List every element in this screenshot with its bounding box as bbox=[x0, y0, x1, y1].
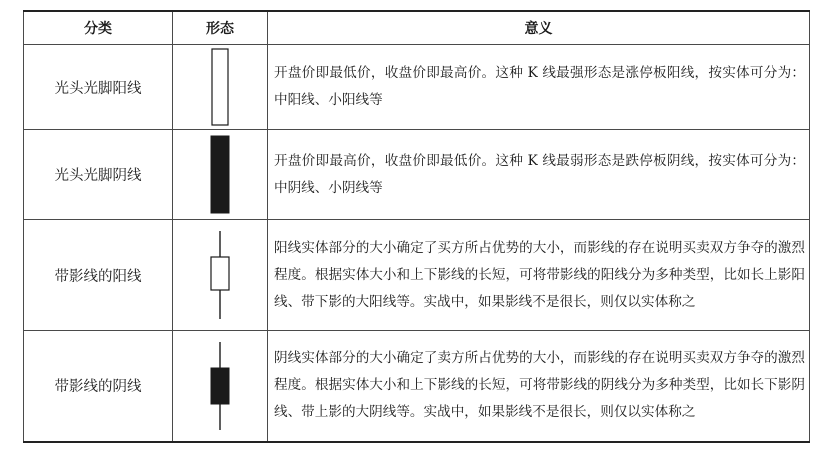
row-meaning-text: 阳线实体部分的大小确定了买方所占优势的大小，而影线的存在说明买卖双方争夺的激烈程度。根据实体大小和上下影线的长短，可将带影线的阳线分为多种类型，比如长上影阳线、带下影的大阳线等。实战中，如果影线不是很长，则仅以实体称之 bbox=[268, 220, 810, 331]
table-row bbox=[24, 130, 810, 220]
candle-filled-with-shadows-icon bbox=[205, 336, 235, 436]
shape-cell bbox=[173, 130, 268, 220]
kline-type-table bbox=[23, 10, 810, 443]
row-category-label: 光头光脚阳线 bbox=[24, 45, 173, 130]
table-row bbox=[24, 220, 810, 331]
shape-cell bbox=[173, 45, 268, 130]
header-shape: 形态 bbox=[173, 11, 268, 45]
candle-filled-no-shadow-icon bbox=[205, 130, 235, 219]
row-category-label: 带影线的阳线 bbox=[24, 220, 173, 331]
header-meaning: 意义 bbox=[268, 11, 810, 45]
row-meaning-text: 开盘价即最低价，收盘价即最高价。这种 K 线最强形态是涨停板阳线，按实体可分为：中阳线、小阳线等 bbox=[268, 45, 810, 130]
header-category: 分类 bbox=[24, 11, 173, 45]
row-meaning-text: 阴线实体部分的大小确定了卖方所占优势的大小，而影线的存在说明买卖双方争夺的激烈程度。根据实体大小和上下影线的长短，可将带影线的阴线分为多种类型，比如长下影阴线、带上影的大阴线等。实战中，如果影线不是很长，则仅以实体称之 bbox=[268, 331, 810, 442]
shape-cell bbox=[173, 331, 268, 442]
candle-hollow-no-shadow-icon bbox=[205, 45, 235, 129]
table-row bbox=[24, 45, 810, 130]
candle-hollow-with-shadows-icon bbox=[205, 225, 235, 325]
row-category-label: 带影线的阴线 bbox=[24, 331, 173, 442]
table-header-row bbox=[24, 11, 810, 45]
table-row bbox=[24, 331, 810, 442]
row-category-label: 光头光脚阴线 bbox=[24, 130, 173, 220]
shape-cell bbox=[173, 220, 268, 331]
row-meaning-text: 开盘价即最高价，收盘价即最低价。这种 K 线最弱形态是跌停板阴线，按实体可分为：中阴线、小阴线等 bbox=[268, 130, 810, 220]
